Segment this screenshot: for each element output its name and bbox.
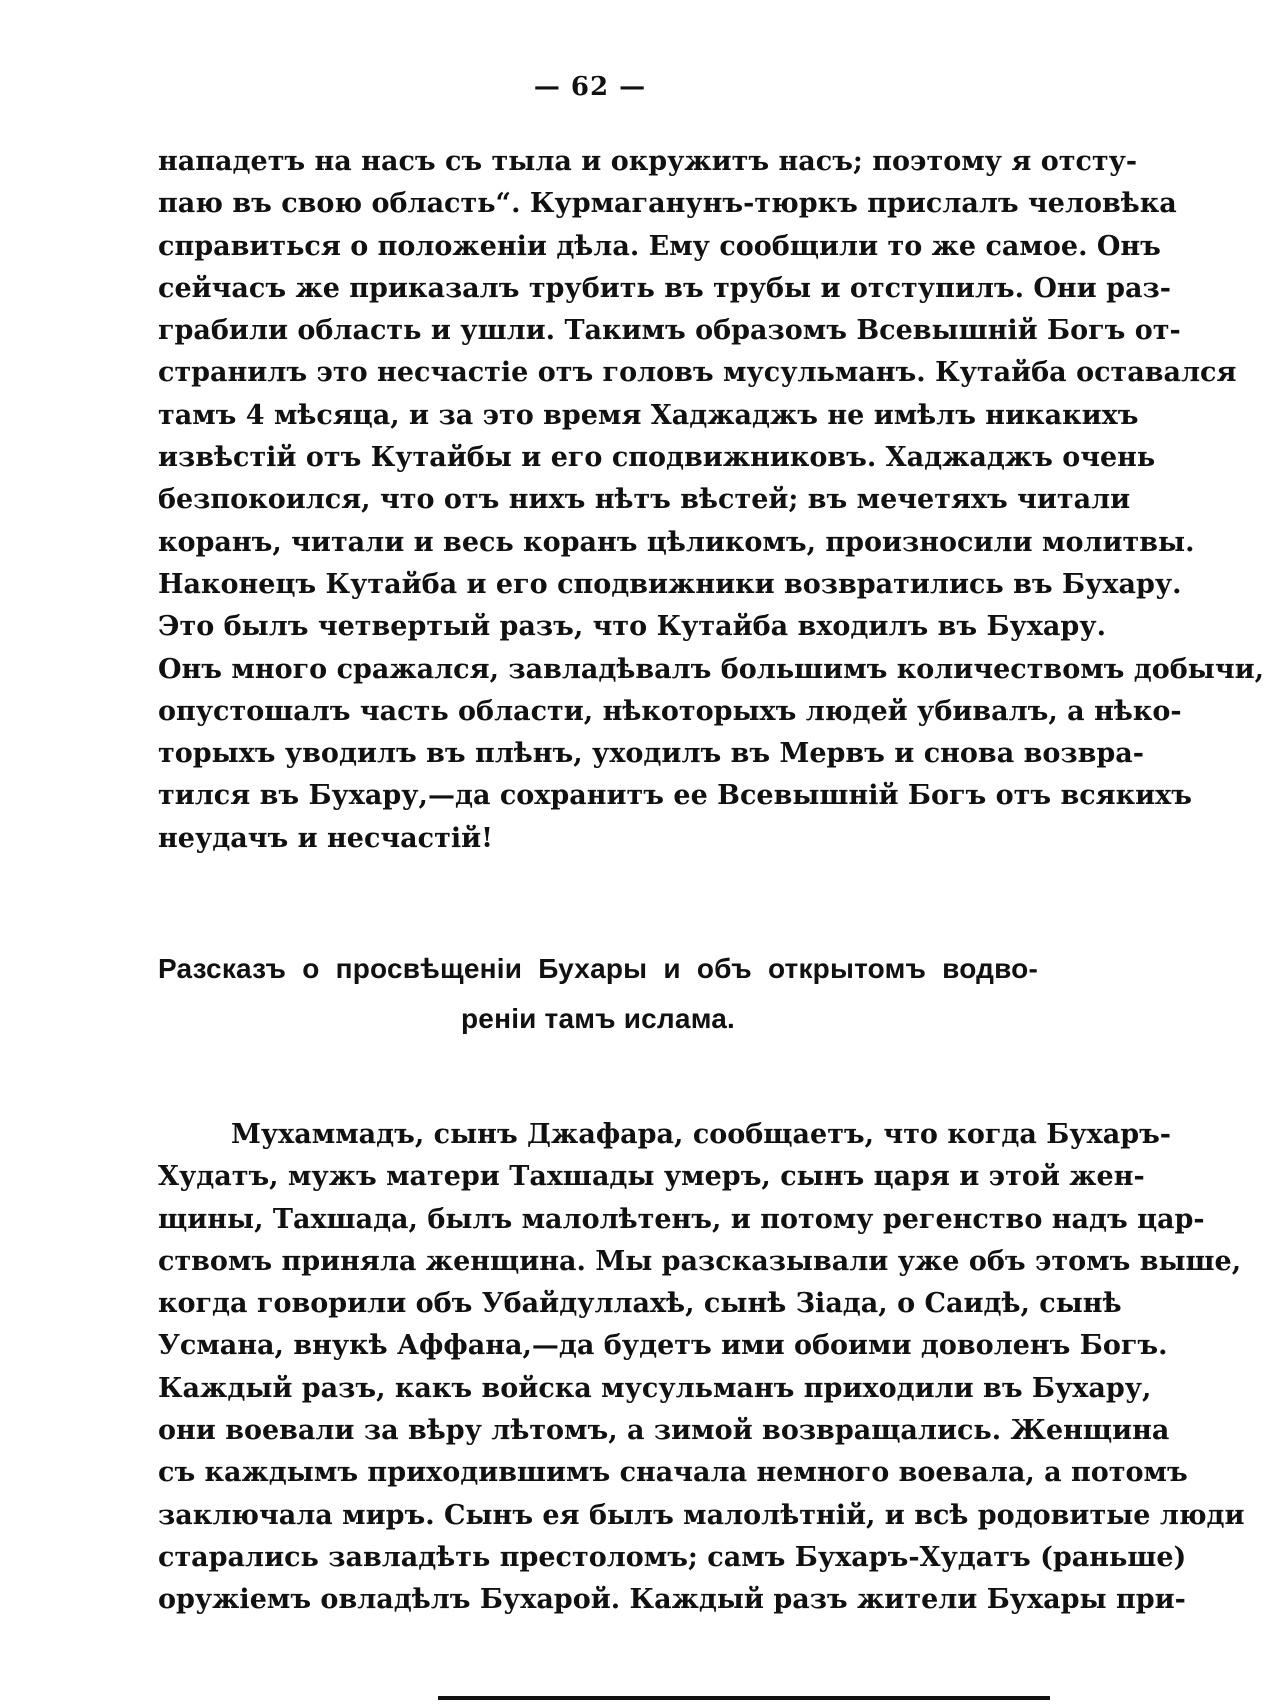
text-line: заключала миръ. Сынъ ея былъ малолѣтнiй, и всѣ родовитые люди — [158, 1499, 1245, 1531]
text-line: извѣстiй отъ Кутайбы и его сподвижниковъ. Хаджаджъ очень — [158, 442, 1156, 474]
text-line: опустошалъ часть области, нѣкоторыхъ людей убивалъ, а нѣко- — [158, 695, 1182, 727]
bottom-rule — [438, 1696, 1050, 1700]
text-line: Мухаммадъ, сынъ Джафара, сообщаетъ, что когда Бухаръ- — [231, 1119, 1172, 1150]
text-line: паю въ свою область“. Курмаганунъ-тюркъ прислалъ человѣка — [158, 188, 1177, 220]
text-line: Каждый разъ, какъ войска мусульманъ приходили въ Бухару, — [158, 1372, 1152, 1404]
text-line: Это былъ четвертый разъ, что Кутайба входилъ въ Бухару. — [158, 611, 1106, 643]
text-line: нападетъ на насъ съ тыла и окружитъ насъ; поэтому я отсту- — [158, 146, 1138, 177]
text-line: Худатъ, мужъ матери Тахшады умеръ, сынъ царя и этой жен- — [158, 1161, 1145, 1193]
text-line: Усмана, внукѣ Аффана,—да будетъ ими обоими доволенъ Богъ. — [158, 1330, 1168, 1362]
heading-line: ренiи тамъ ислама. — [461, 1003, 735, 1034]
text-line: оружiемъ овладѣлъ Бухарой. Каждый разъ жители Бухары при- — [158, 1584, 1186, 1616]
page-number: — 62 — — [533, 72, 647, 102]
text-line: странилъ это несчастiе отъ головъ мусульманъ. Кутайба оставался — [158, 357, 1237, 389]
text-line: грабили область и ушли. Такимъ образомъ Всевышнiй Богъ от- — [158, 315, 1181, 347]
text-line: Наконецъ Кутайба и его сподвижники возвратились въ Бухару. — [158, 568, 1182, 600]
text-line: Онъ много сражался, завладѣвалъ большимъ количествомъ добычи, — [158, 653, 1264, 685]
text-line: неудачъ и несчастiй! — [158, 822, 493, 854]
text-line: сейчасъ же приказалъ трубить въ трубы и отступилъ. Они раз- — [158, 272, 1171, 304]
text-line: они воевали за вѣру лѣтомъ, а зимой возвращались. Женщина — [158, 1415, 1170, 1447]
text-line: тился въ Бухару,—да сохранитъ ее Всевышнiй Богъ отъ всякихъ — [158, 780, 1192, 812]
section-heading — [158, 944, 1038, 1044]
text-line: тамъ 4 мѣсяца, и за это время Хаджаджъ не имѣлъ никакихъ — [158, 399, 1139, 431]
text-line: безпокоился, что отъ нихъ нѣтъ вѣстей; въ мечетяхъ читали — [158, 484, 1131, 516]
text-line: ствомъ приняла женщина. Мы разсказывали уже объ этомъ выше, — [158, 1245, 1242, 1277]
paragraph-2 — [158, 1114, 1245, 1622]
text-line: справиться о положенiи дѣла. Ему сообщили то же самое. Онъ — [158, 230, 1161, 262]
text-line: когда говорили объ Убайдуллахѣ, сынѣ Зiада, о Саидѣ, сынѣ — [158, 1288, 1122, 1320]
text-line: коранъ, читали и весь коранъ цѣликомъ, произносили молитвы. — [158, 526, 1195, 558]
paragraph-1 — [158, 141, 1264, 860]
text-line: съ каждымъ приходившимъ сначала немного воевала, а потомъ — [158, 1457, 1188, 1489]
heading-line: Разсказъ о просвѣщенiи Бухары и объ открытомъ водво- — [158, 953, 1038, 984]
text-line: старались завладѣть престоломъ; самъ Бухаръ-Худатъ (раньше) — [158, 1541, 1187, 1573]
text-line: торыхъ уводилъ въ плѣнъ, уходилъ въ Мервъ и снова возвра- — [158, 738, 1144, 770]
text-line: щины, Тахшада, былъ малолѣтенъ, и потому регенство надъ цар- — [158, 1203, 1205, 1235]
